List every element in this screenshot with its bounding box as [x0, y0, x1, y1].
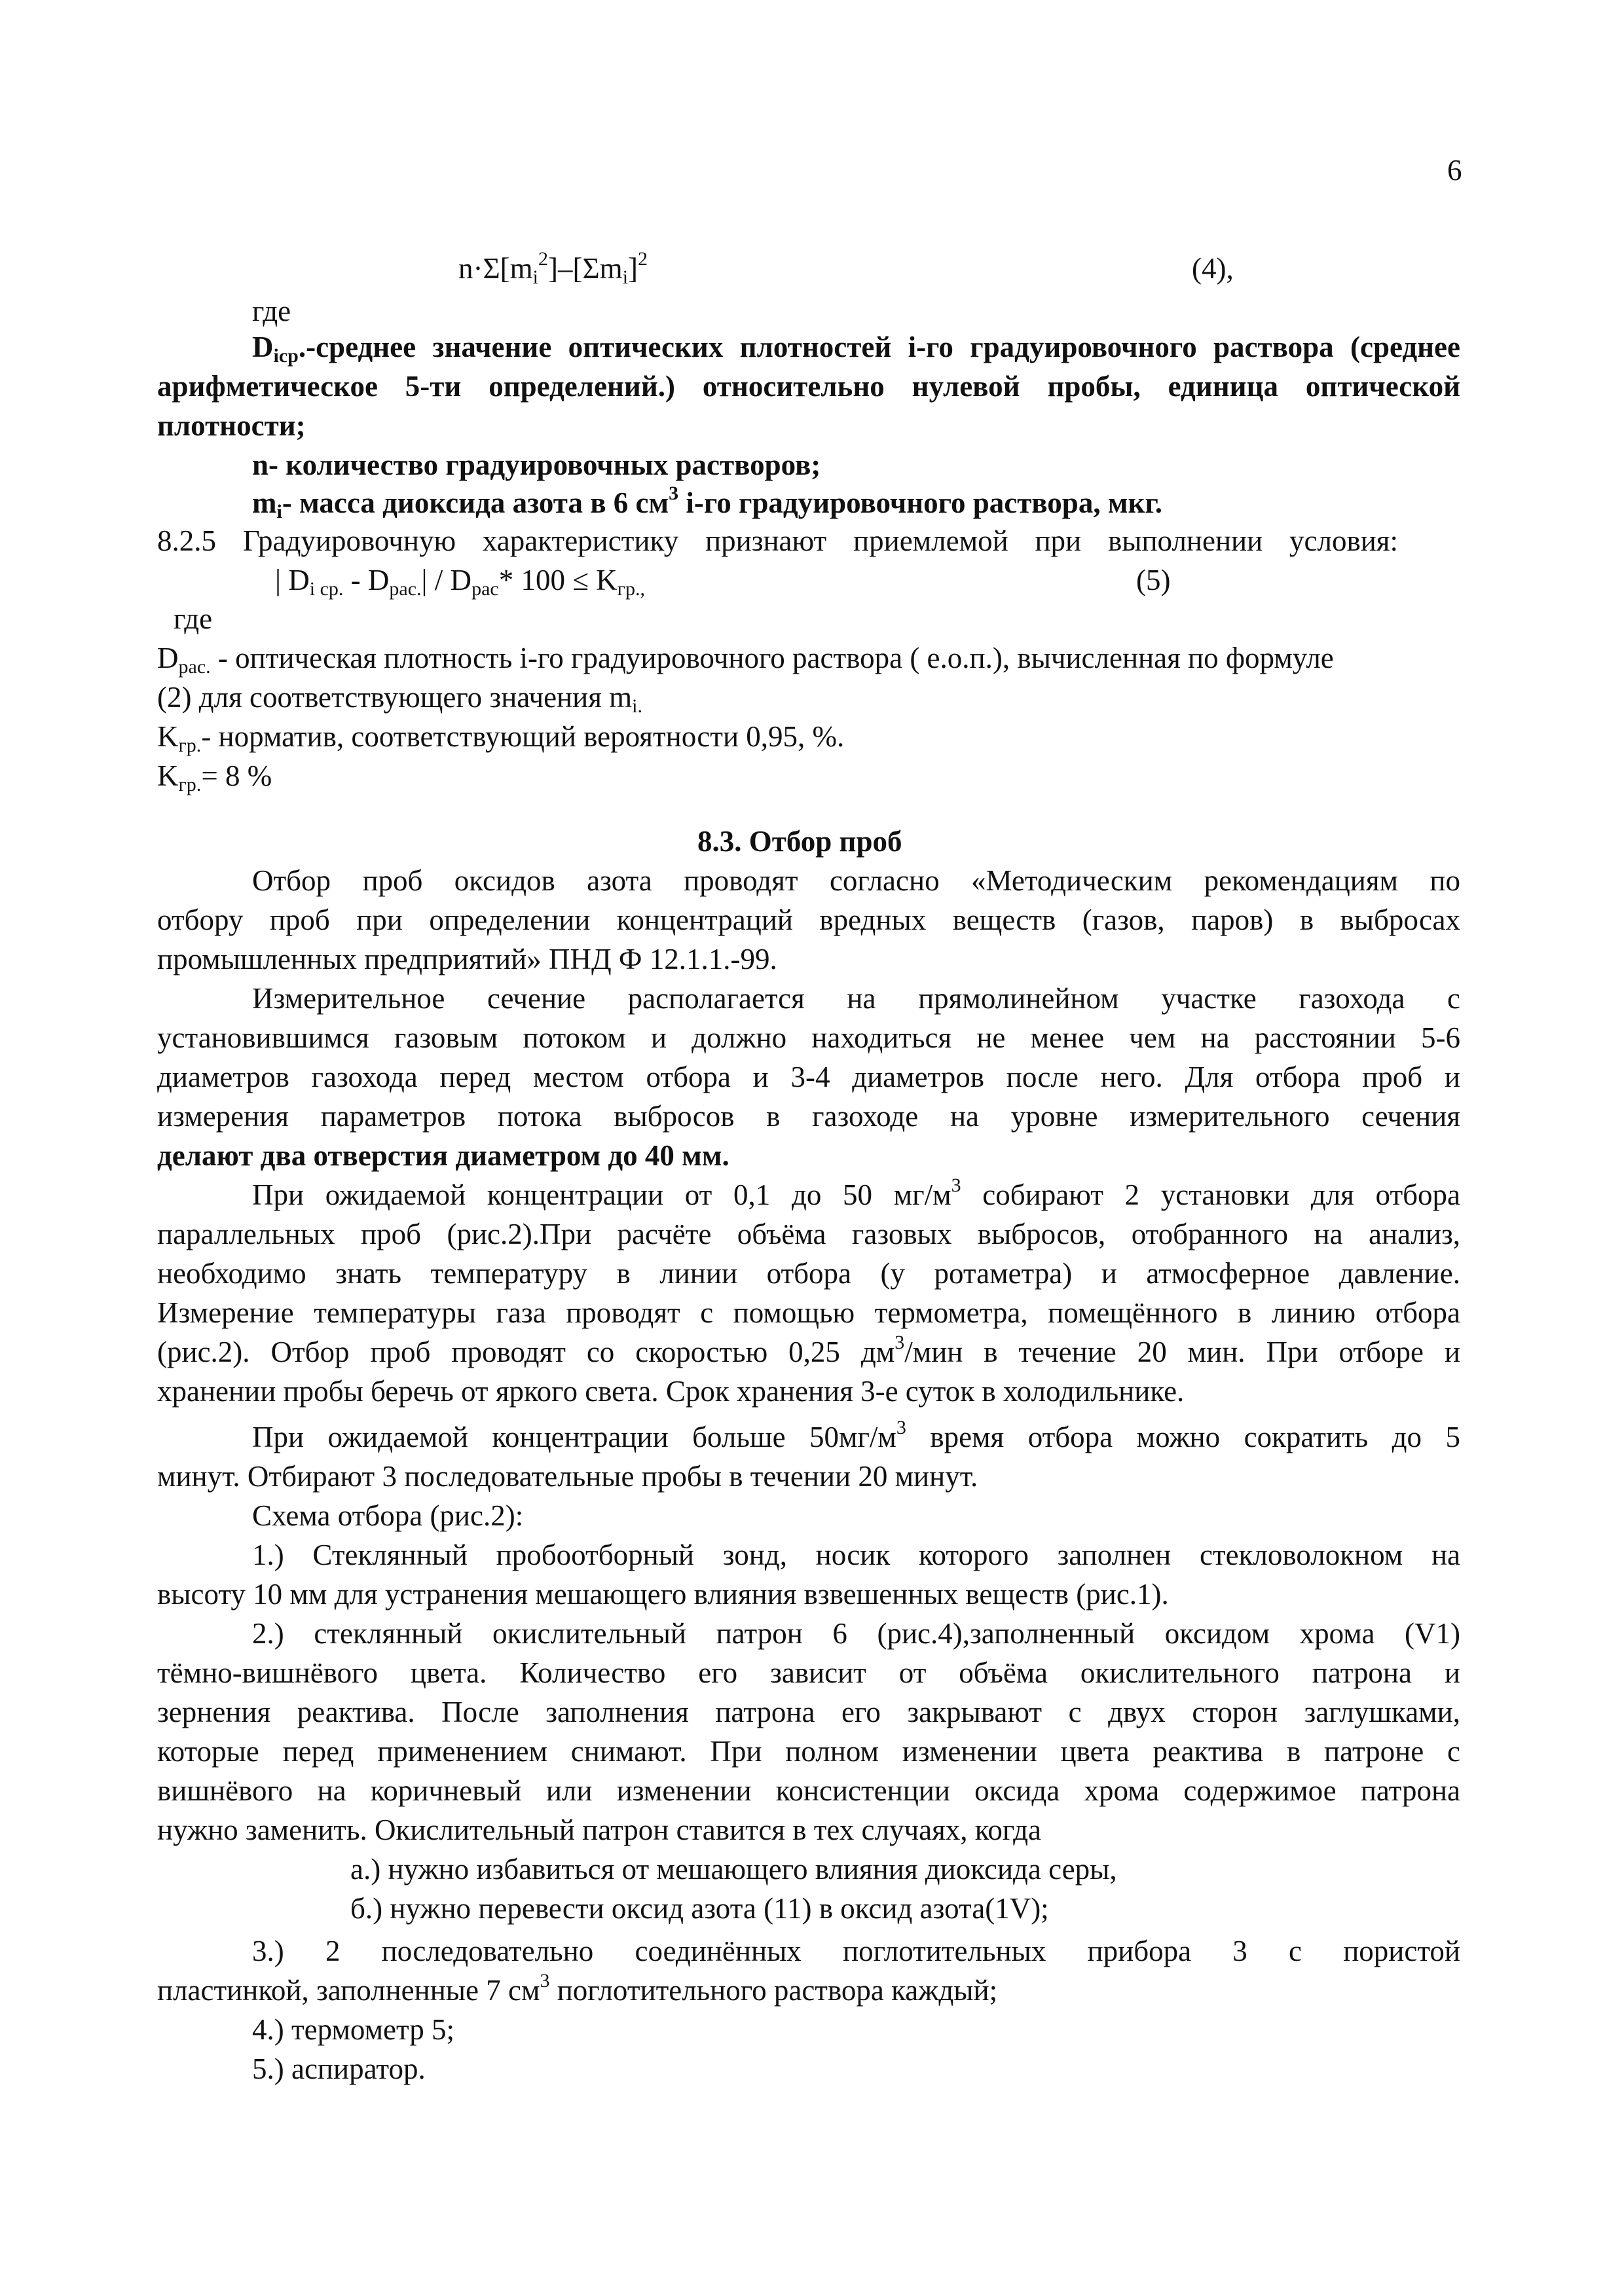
formula-5-number: (5) — [1136, 564, 1171, 596]
item5: 5.) аспиратор. — [252, 2052, 426, 2085]
p3-line4: Измерение температуры газа проводят с помощью термометра, помещённого в линию отбора — [157, 1296, 1460, 1329]
p4-line2: минут. Отбирают 3 последовательные пробы в течении 20 минут. — [157, 1460, 978, 1493]
formula-4-number: (4), — [1192, 252, 1234, 285]
item3-line2: пластинкой, заполненные 7 $см^3$ поглотительного раствора каждый; — [157, 1970, 998, 2007]
p2-line1: Измерительное сечение располагается на прямолинейном участке газохода с — [252, 982, 1460, 1015]
kgr-definition: $K_{гр.}-$ норматив, соответствующий вероятности 0,95, %. — [157, 720, 845, 756]
d-icp-definition-line2: арифметическое 5-ти определений.) относительно нулевой пробы, единица оптической — [157, 370, 1460, 403]
item3-line1: 3.) 2 последовательно соединённых поглотительных прибора 3 с пористой — [252, 1935, 1460, 1967]
d-icp-definition-line3: плотности; — [157, 409, 306, 442]
item2-sub-a: а.) нужно избавиться от мешающего влияния диоксида серы, — [350, 1853, 1117, 1886]
p2-line5: делают два отверстия диаметром до 40 мм. — [157, 1139, 729, 1172]
kgr-value: $K_{гр.}= 8$ % — [157, 759, 272, 795]
p3-line5: (рис.2). Отбор проб проводят со скоростью 0,25 $дм^3$/мин в течение 20 мин. При отборе и — [157, 1332, 1460, 1368]
p4-line1: При ожидаемой концентрации больше $50мг/м^3$ время отбора можно сократить до 5 — [252, 1417, 1460, 1453]
p1-line1: Отбор проб оксидов азота проводят согласно «Методическим рекомендациям по — [252, 864, 1460, 897]
scheme-title: Схема отбора (рис.2): — [252, 1499, 524, 1532]
item2-line5: вишнёвого на коричневый или изменении консистенции оксида хрома содержимое патрона — [157, 1774, 1460, 1807]
item1-line1: 1.) Стеклянный пробоотборный зонд, носик которого заполнен стекловолокном на — [252, 1539, 1460, 1571]
d-icp-definition-line1: $D_{icp}$.-среднее значение оптических плотностей i-го градуировочного раствора (среднее — [252, 331, 1460, 367]
formula-5: | $D_{i ср.} - D_{рас.}| / D_{рас}*$ $100 \le K_{гр.,}$ — [275, 564, 645, 600]
p3-line3: необходимо знать температуру в линии отбора (у ротаметра) и атмосферное давление. — [157, 1257, 1460, 1290]
p1-line3: промышленных предприятий» ПНД Ф 12.1.1.-99. — [157, 943, 777, 975]
item1-line2: высоту 10 мм для устранения мешающего влияния взвешенных веществ (рис.1). — [157, 1578, 1169, 1611]
section-8-2-5: 8.2.5 Градуировочную характеристику признают приемлемой при выполнении условия: — [157, 524, 1398, 557]
formula-4: $n\cdot\Sigma[m_i^2]-[\Sigma m_i]^2$ — [458, 248, 648, 288]
n-definition: n- количество градуировочных растворов; — [252, 448, 821, 481]
p1-line2: отбору проб при определении концентраций вредных веществ (газов, паров) в выбросах — [157, 903, 1460, 936]
p2-line4: измерения параметров потока выбросов в газоходе на уровне измерительного сечения — [157, 1100, 1460, 1133]
item4: 4.) термометр 5; — [252, 2013, 454, 2046]
p3-line6: хранении пробы беречь от яркого света. Срок хранения 3-е суток в холодильнике. — [157, 1375, 1185, 1408]
p2-line3: диаметров газохода перед местом отбора и 3-4 диаметров после него. Для отбора проб и — [157, 1061, 1460, 1093]
where-label-2: где — [174, 602, 213, 635]
p2-line2: установившимся газовым потоком и должно находиться не менее чем на расстоянии 5-6 — [157, 1021, 1460, 1054]
item2-line1: 2.) стеклянный окислительный патрон 6 (рис.4),заполненный оксидом хрома (V1) — [252, 1617, 1460, 1650]
mi-definition: $m_i-$ масса диоксида азота в 6 $см^3$ i-го градуировочного раствора, мкг. — [252, 483, 1163, 522]
p3-line1: При ожидаемой концентрации от 0,1 до 50 $мг/м^3$ собирают 2 установки для отбора — [252, 1175, 1460, 1211]
dpac-definition-line2: (2) для соответствующего значения $m_{i.}$ — [157, 681, 643, 717]
where-label: где — [252, 295, 291, 327]
item2-sub-b: б.) нужно перевести оксид азота (11) в оксид азота(1V); — [350, 1892, 1049, 1925]
item2-line3: зернения реактива. После заполнения патрона его закрывают с двух сторон заглушками, — [157, 1696, 1460, 1728]
page-number: 6 — [1447, 154, 1462, 187]
item2-line6: нужно заменить. Окислительный патрон ставится в тех случаях, когда — [157, 1813, 1041, 1846]
dpac-definition-line1: $D_{рас.}$ - оптическая плотность i-го градуировочного раствора ( е.о.п.), вычисленная по формуле — [157, 642, 1334, 678]
item2-line2: тёмно-вишнёвого цвета. Количество его зависит от объёма окислительного патрона и — [157, 1656, 1460, 1689]
p3-line2: параллельных проб (рис.2).При расчёте объёма газовых выбросов, отобранного на анализ, — [157, 1218, 1460, 1250]
section-title: 8.3. Отбор проб — [697, 825, 902, 858]
item2-line4: которые перед применением снимают. При полном изменении цвета реактива в патроне с — [157, 1735, 1460, 1768]
